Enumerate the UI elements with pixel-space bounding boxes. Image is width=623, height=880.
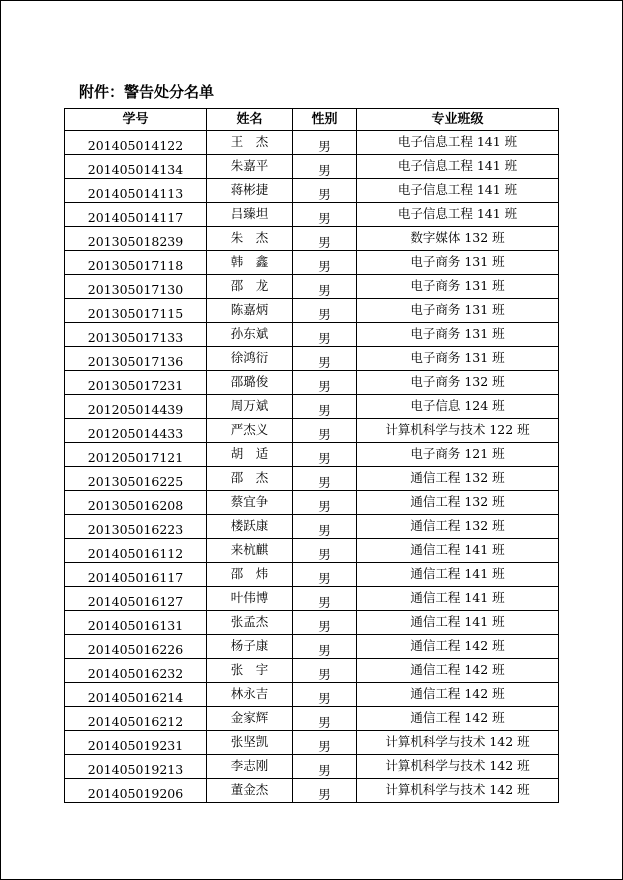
- student-id-cell-text: 201405014134: [87, 162, 184, 177]
- gender-cell-text: 男: [318, 642, 331, 658]
- student-id-cell: [65, 203, 207, 227]
- gender-cell-text: 男: [318, 762, 331, 778]
- gender-cell-text: 男: [318, 426, 331, 442]
- student-name-cell: [207, 395, 293, 419]
- gender-cell: [293, 587, 357, 611]
- class-cell-text: 通信工程 141 班: [410, 541, 505, 557]
- student-id-cell: [65, 563, 207, 587]
- student-id-cell: [65, 227, 207, 251]
- class-cell: [357, 491, 559, 515]
- class-cell: [357, 683, 559, 707]
- class-cell: [357, 539, 559, 563]
- column-header-student-id: 学号: [65, 109, 207, 131]
- table-row: [65, 275, 559, 299]
- student-name-cell: [207, 155, 293, 179]
- gender-cell-text: 男: [318, 378, 331, 394]
- student-name-cell: [207, 419, 293, 443]
- student-name-cell-text: 林永吉: [230, 685, 269, 701]
- class-cell: [357, 779, 559, 803]
- student-id-cell-text: 201405016117: [87, 570, 184, 585]
- student-name-cell: [207, 323, 293, 347]
- gender-cell: [293, 707, 357, 731]
- class-cell: [357, 563, 559, 587]
- class-cell-text: 通信工程 141 班: [410, 565, 505, 581]
- student-id-cell-text: 201405016214: [87, 690, 184, 705]
- class-cell-text: 电子商务 121 班: [410, 445, 505, 461]
- student-name-cell-text: 金家辉: [230, 709, 269, 725]
- student-id-cell-text: 201305017231: [87, 378, 184, 393]
- student-name-cell-text: 韩 鑫: [230, 253, 269, 269]
- class-cell-text: 电子商务 131 班: [410, 253, 505, 269]
- student-name-cell-text: 周万斌: [230, 397, 269, 413]
- student-name-cell: [207, 299, 293, 323]
- student-name-cell: [207, 203, 293, 227]
- student-id-cell-text: 201405016127: [87, 594, 184, 609]
- gender-cell: [293, 779, 357, 803]
- class-cell: [357, 515, 559, 539]
- table-row: [65, 635, 559, 659]
- gender-cell: [293, 635, 357, 659]
- student-name-cell: [207, 635, 293, 659]
- gender-cell: [293, 371, 357, 395]
- student-id-cell-text: 201205014439: [87, 402, 184, 417]
- gender-cell: [293, 491, 357, 515]
- student-name-cell-text: 张 宇: [230, 661, 269, 677]
- student-id-cell: [65, 755, 207, 779]
- student-id-cell-text: 201205017121: [87, 450, 184, 465]
- class-cell: [357, 395, 559, 419]
- gender-cell-text: 男: [318, 498, 331, 514]
- student-name-cell: [207, 443, 293, 467]
- gender-cell: [293, 611, 357, 635]
- gender-cell-text: 男: [318, 594, 331, 610]
- student-id-cell-text: 201405016232: [87, 666, 184, 681]
- class-cell-text: 电子信息 124 班: [410, 397, 505, 413]
- student-name-cell: [207, 611, 293, 635]
- student-name-cell: [207, 467, 293, 491]
- student-id-cell-text: 201305016225: [87, 474, 184, 489]
- student-name-cell-text: 朱嘉平: [230, 157, 269, 173]
- class-cell-text: 计算机科学与技术 142 班: [385, 733, 530, 749]
- gender-cell: [293, 203, 357, 227]
- gender-cell-text: 男: [318, 258, 331, 274]
- class-cell-text: 计算机科学与技术 142 班: [385, 757, 530, 773]
- student-id-cell: [65, 371, 207, 395]
- gender-cell: [293, 275, 357, 299]
- class-cell: [357, 419, 559, 443]
- class-cell: [357, 659, 559, 683]
- gender-cell-text: 男: [318, 354, 331, 370]
- table-row: [65, 443, 559, 467]
- student-id-cell-text: 201305018239: [87, 234, 184, 249]
- class-cell: [357, 179, 559, 203]
- table-row: [65, 779, 559, 803]
- student-name-cell: [207, 275, 293, 299]
- student-id-cell: [65, 419, 207, 443]
- student-name-cell: [207, 683, 293, 707]
- student-name-cell: [207, 515, 293, 539]
- gender-cell: [293, 227, 357, 251]
- table-row: [65, 419, 559, 443]
- table-row: [65, 755, 559, 779]
- gender-cell: [293, 755, 357, 779]
- student-name-cell-text: 杨子康: [230, 637, 269, 653]
- table-row: [65, 155, 559, 179]
- gender-cell-text: 男: [318, 714, 331, 730]
- gender-cell-text: 男: [318, 738, 331, 754]
- student-name-cell: [207, 707, 293, 731]
- gender-cell-text: 男: [318, 234, 331, 250]
- student-name-cell: [207, 347, 293, 371]
- student-name-cell: [207, 779, 293, 803]
- gender-cell-text: 男: [318, 450, 331, 466]
- student-name-cell-text: 邵 炜: [230, 565, 269, 581]
- student-name-cell-text: 邵 杰: [230, 469, 269, 485]
- class-cell-text: 通信工程 142 班: [410, 637, 505, 653]
- student-id-cell: [65, 707, 207, 731]
- column-header-class: 专业班级: [357, 109, 559, 131]
- table-row: [65, 515, 559, 539]
- student-name-cell: [207, 755, 293, 779]
- class-cell: [357, 203, 559, 227]
- student-name-cell-text: 陈嘉炳: [230, 301, 269, 317]
- gender-cell: [293, 347, 357, 371]
- class-cell: [357, 587, 559, 611]
- student-id-cell-text: 201405016226: [87, 642, 184, 657]
- student-name-cell: [207, 659, 293, 683]
- gender-cell-text: 男: [318, 570, 331, 586]
- student-id-cell-text: 201405014117: [87, 210, 184, 225]
- student-id-cell-text: 201305017133: [87, 330, 184, 345]
- class-cell: [357, 611, 559, 635]
- class-cell: [357, 635, 559, 659]
- table-row: [65, 371, 559, 395]
- student-id-cell-text: 201305017118: [87, 258, 184, 273]
- class-cell: [357, 131, 559, 155]
- student-id-cell: [65, 275, 207, 299]
- class-cell-text: 数字媒体 132 班: [410, 229, 505, 245]
- student-id-cell: [65, 395, 207, 419]
- student-id-cell: [65, 155, 207, 179]
- table-row: [65, 467, 559, 491]
- student-name-cell-text: 叶伟博: [230, 589, 269, 605]
- student-name-cell: [207, 491, 293, 515]
- gender-cell-text: 男: [318, 522, 331, 538]
- class-cell-text: 通信工程 142 班: [410, 661, 505, 677]
- student-name-cell-text: 邵 龙: [230, 277, 269, 293]
- gender-cell-text: 男: [318, 138, 331, 154]
- table-row: [65, 563, 559, 587]
- gender-cell: [293, 179, 357, 203]
- table-row: [65, 251, 559, 275]
- warning-list-table: [64, 108, 559, 803]
- student-id-cell-text: 201305016223: [87, 522, 184, 537]
- class-cell-text: 通信工程 142 班: [410, 685, 505, 701]
- student-name-cell-text: 来杭麒: [230, 541, 269, 557]
- student-name-cell-text: 蔡宜争: [230, 493, 269, 509]
- table-row: [65, 347, 559, 371]
- gender-cell-text: 男: [318, 186, 331, 202]
- gender-cell: [293, 323, 357, 347]
- student-id-cell: [65, 539, 207, 563]
- table-row: [65, 587, 559, 611]
- table-row: [65, 539, 559, 563]
- column-header-name: 姓名: [207, 109, 293, 131]
- student-id-cell-text: 201405016112: [87, 546, 184, 561]
- student-id-cell: [65, 683, 207, 707]
- student-name-cell-text: 胡 适: [230, 445, 269, 461]
- gender-cell: [293, 659, 357, 683]
- student-name-cell-text: 徐鸿衍: [230, 349, 269, 365]
- gender-cell-text: 男: [318, 402, 331, 418]
- student-id-cell-text: 201405016212: [87, 714, 184, 729]
- student-id-cell: [65, 251, 207, 275]
- student-name-cell: [207, 587, 293, 611]
- student-id-cell: [65, 299, 207, 323]
- class-cell: [357, 755, 559, 779]
- student-id-cell: [65, 443, 207, 467]
- class-cell: [357, 275, 559, 299]
- student-id-cell-text: 201405019206: [87, 786, 184, 801]
- gender-cell-text: 男: [318, 666, 331, 682]
- student-name-cell: [207, 539, 293, 563]
- class-cell-text: 电子商务 132 班: [410, 373, 505, 389]
- class-cell-text: 计算机科学与技术 122 班: [385, 421, 530, 437]
- student-id-cell: [65, 587, 207, 611]
- student-id-cell-text: 201405014122: [87, 138, 184, 153]
- table-row: [65, 659, 559, 683]
- table-header-row: [65, 109, 559, 131]
- student-id-cell: [65, 179, 207, 203]
- student-name-cell-text: 张坚凯: [230, 733, 269, 749]
- gender-cell: [293, 563, 357, 587]
- student-name-cell: [207, 371, 293, 395]
- table-row: [65, 683, 559, 707]
- student-id-cell-text: 201305017130: [87, 282, 184, 297]
- student-id-cell-text: 201305017136: [87, 354, 184, 369]
- table-row: [65, 131, 559, 155]
- student-name-cell: [207, 179, 293, 203]
- class-cell-text: 电子信息工程 141 班: [397, 157, 518, 173]
- student-id-cell: [65, 491, 207, 515]
- student-id-cell-text: 201305017115: [87, 306, 184, 321]
- table-row: [65, 611, 559, 635]
- gender-cell: [293, 419, 357, 443]
- class-cell-text: 电子信息工程 141 班: [397, 133, 518, 149]
- student-id-cell-text: 201405019231: [87, 738, 184, 753]
- gender-cell: [293, 131, 357, 155]
- student-name-cell-text: 王 杰: [230, 133, 269, 149]
- student-name-cell-text: 李志刚: [230, 757, 269, 773]
- student-name-cell: [207, 227, 293, 251]
- student-id-cell: [65, 131, 207, 155]
- gender-cell-text: 男: [318, 618, 331, 634]
- gender-cell: [293, 155, 357, 179]
- student-id-cell: [65, 467, 207, 491]
- class-cell-text: 电子商务 131 班: [410, 325, 505, 341]
- class-cell: [357, 731, 559, 755]
- gender-cell-text: 男: [318, 786, 331, 802]
- student-name-cell-text: 朱 杰: [230, 229, 269, 245]
- gender-cell: [293, 299, 357, 323]
- page-title: 附件：警告处分名单: [79, 83, 215, 101]
- gender-cell: [293, 683, 357, 707]
- gender-cell: [293, 251, 357, 275]
- table-row: [65, 395, 559, 419]
- student-name-cell-text: 董金杰: [230, 781, 269, 797]
- class-cell-text: 电子商务 131 班: [410, 277, 505, 293]
- class-cell-text: 通信工程 141 班: [410, 589, 505, 605]
- student-name-cell: [207, 251, 293, 275]
- table-body: [65, 131, 559, 803]
- class-cell-text: 通信工程 132 班: [410, 517, 505, 533]
- student-id-cell-text: 201405016131: [87, 618, 184, 633]
- student-name-cell-text: 蒋彬捷: [230, 181, 269, 197]
- gender-cell: [293, 467, 357, 491]
- student-name-cell-text: 张孟杰: [230, 613, 269, 629]
- student-name-cell-text: 邵璐俊: [230, 373, 269, 389]
- student-name-cell: [207, 131, 293, 155]
- student-id-cell: [65, 731, 207, 755]
- student-id-cell: [65, 635, 207, 659]
- class-cell-text: 计算机科学与技术 142 班: [385, 781, 530, 797]
- gender-cell-text: 男: [318, 306, 331, 322]
- class-cell-text: 通信工程 132 班: [410, 493, 505, 509]
- student-id-cell: [65, 611, 207, 635]
- class-cell-text: 电子商务 131 班: [410, 301, 505, 317]
- student-name-cell: [207, 563, 293, 587]
- gender-cell-text: 男: [318, 282, 331, 298]
- gender-cell-text: 男: [318, 690, 331, 706]
- table-row: [65, 323, 559, 347]
- table-row: [65, 731, 559, 755]
- class-cell: [357, 155, 559, 179]
- gender-cell: [293, 443, 357, 467]
- class-cell: [357, 707, 559, 731]
- student-id-cell: [65, 347, 207, 371]
- student-name-cell-text: 严杰义: [230, 421, 269, 437]
- gender-cell-text: 男: [318, 546, 331, 562]
- class-cell-text: 电子信息工程 141 班: [397, 181, 518, 197]
- class-cell-text: 通信工程 142 班: [410, 709, 505, 725]
- student-name-cell-text: 孙东斌: [230, 325, 269, 341]
- student-name-cell-text: 楼跃康: [230, 517, 269, 533]
- student-id-cell-text: 201205014433: [87, 426, 184, 441]
- gender-cell: [293, 515, 357, 539]
- table-row: [65, 299, 559, 323]
- class-cell: [357, 323, 559, 347]
- class-cell: [357, 227, 559, 251]
- table-row: [65, 707, 559, 731]
- gender-cell-text: 男: [318, 330, 331, 346]
- gender-cell: [293, 395, 357, 419]
- class-cell-text: 电子商务 131 班: [410, 349, 505, 365]
- column-header-gender: 性别: [293, 109, 357, 131]
- gender-cell: [293, 731, 357, 755]
- table-row: [65, 227, 559, 251]
- class-cell-text: 通信工程 141 班: [410, 613, 505, 629]
- class-cell-text: 电子信息工程 141 班: [397, 205, 518, 221]
- table-row: [65, 491, 559, 515]
- student-id-cell: [65, 515, 207, 539]
- class-cell: [357, 443, 559, 467]
- class-cell: [357, 299, 559, 323]
- student-id-cell: [65, 659, 207, 683]
- gender-cell-text: 男: [318, 162, 331, 178]
- class-cell: [357, 251, 559, 275]
- student-id-cell-text: 201305016208: [87, 498, 184, 513]
- student-id-cell: [65, 779, 207, 803]
- table-row: [65, 179, 559, 203]
- table-row: [65, 203, 559, 227]
- student-name-cell-text: 吕臻坦: [230, 205, 269, 221]
- class-cell-text: 通信工程 132 班: [410, 469, 505, 485]
- class-cell: [357, 371, 559, 395]
- student-name-cell: [207, 731, 293, 755]
- class-cell: [357, 467, 559, 491]
- gender-cell: [293, 539, 357, 563]
- gender-cell-text: 男: [318, 474, 331, 490]
- gender-cell-text: 男: [318, 210, 331, 226]
- student-id-cell-text: 201405014113: [87, 186, 184, 201]
- student-id-cell-text: 201405019213: [87, 762, 184, 777]
- class-cell: [357, 347, 559, 371]
- student-id-cell: [65, 323, 207, 347]
